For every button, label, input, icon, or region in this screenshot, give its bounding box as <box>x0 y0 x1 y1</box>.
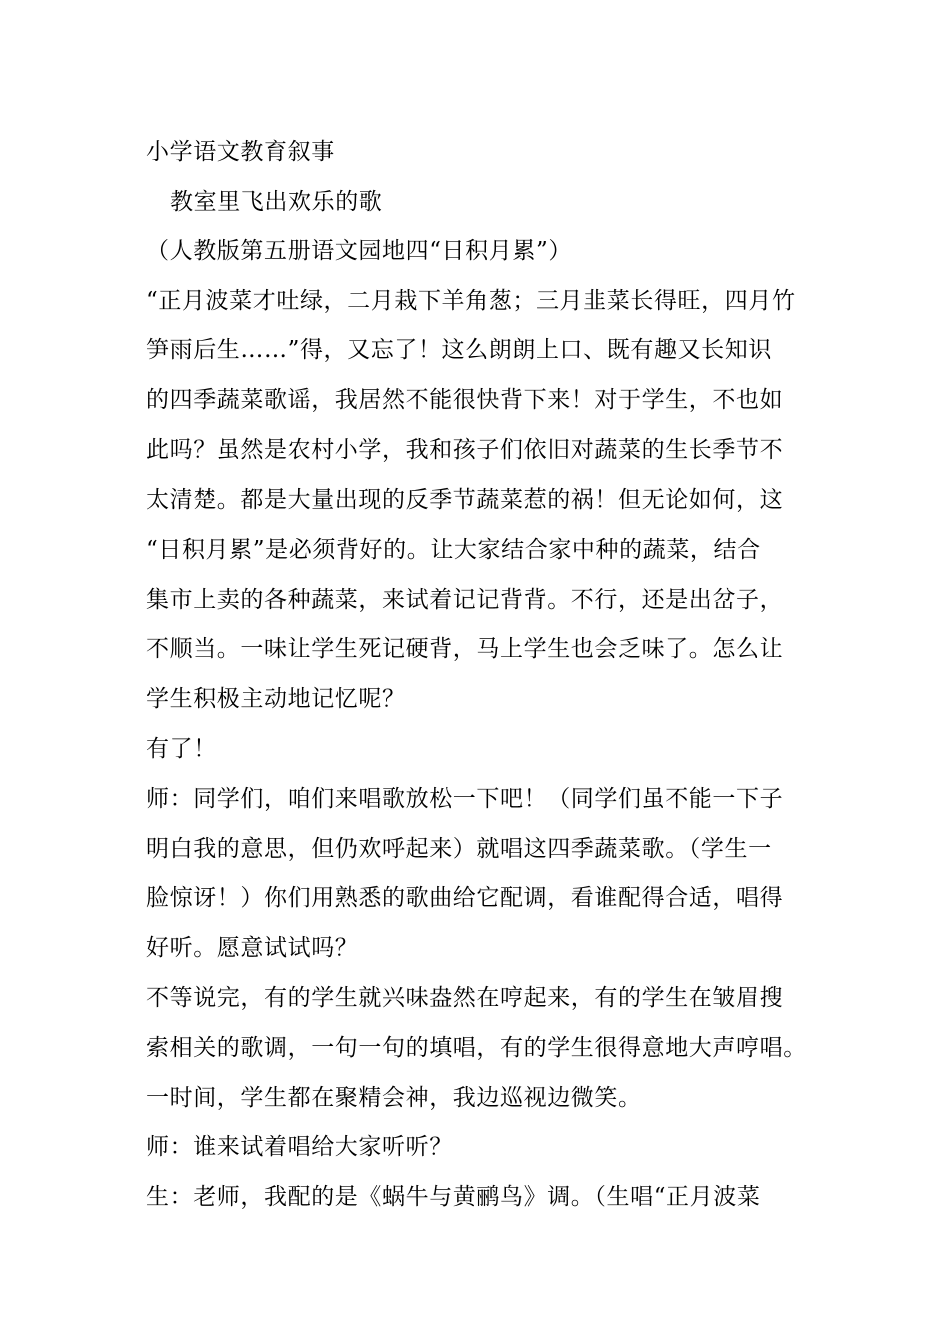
body-line-12: 明白我的意思，但仍欢呼起来）就唱这四季蔬菜歌。（学生一 <box>146 836 772 862</box>
body-line-17: 一时间，学生都在聚精会神，我边巡视边微笑。 <box>146 1085 642 1111</box>
body-line-15: 不等说完，有的学生就兴味盎然在哼起来，有的学生在皱眉搜 <box>146 985 784 1011</box>
body-line-6: “日积月累”是必须背好的。让大家结合家中种的蔬菜，结合 <box>146 537 761 563</box>
body-line-3: 的四季蔬菜歌谣，我居然不能很快背下来！对于学生，不也如 <box>146 387 784 413</box>
body-line-7: 集市上卖的各种蔬菜，来试着记记背背。不行，还是出岔子， <box>146 587 784 613</box>
source-note: （人教版第五册语文园地四“日积月累”） <box>146 238 572 264</box>
document-title: 小学语文教育叙事 <box>146 139 335 165</box>
document-subtitle: 教室里飞出欢乐的歌 <box>170 189 383 215</box>
body-line-1: “正月波菜才吐绿，二月栽下羊角葱；三月韭菜长得旺，四月竹 <box>146 288 796 314</box>
body-line-10: 有了！ <box>146 736 217 762</box>
body-line-19: 生：老师，我配的是《蜗牛与黄鹂鸟》调。（生唱“正月波菜 <box>146 1184 761 1210</box>
body-line-8: 不顺当。一味让学生死记硬背，马上学生也会乏味了。怎么让 <box>146 636 784 662</box>
body-line-2: 笋雨后生……”得，又忘了！这么朗朗上口、既有趣又长知识 <box>146 337 772 363</box>
body-line-14: 好听。愿意试试吗？ <box>146 935 359 961</box>
body-line-4: 此吗？虽然是农村小学，我和孩子们依旧对蔬菜的生长季节不 <box>146 437 784 463</box>
body-line-11: 师：同学们，咱们来唱歌放松一下吧！（同学们虽不能一下子 <box>146 786 784 812</box>
body-line-13: 脸惊讶！）你们用熟悉的歌曲给它配调，看谁配得合适，唱得 <box>146 885 784 911</box>
body-line-16: 索相关的歌调，一句一句的填唱，有的学生很得意地大声哼唱。 <box>146 1035 807 1061</box>
body-line-18: 师：谁来试着唱给大家听听？ <box>146 1134 453 1160</box>
body-line-9: 学生积极主动地记忆呢？ <box>146 686 406 712</box>
body-line-5: 太清楚。都是大量出现的反季节蔬菜惹的祸！但无论如何，这 <box>146 487 784 513</box>
